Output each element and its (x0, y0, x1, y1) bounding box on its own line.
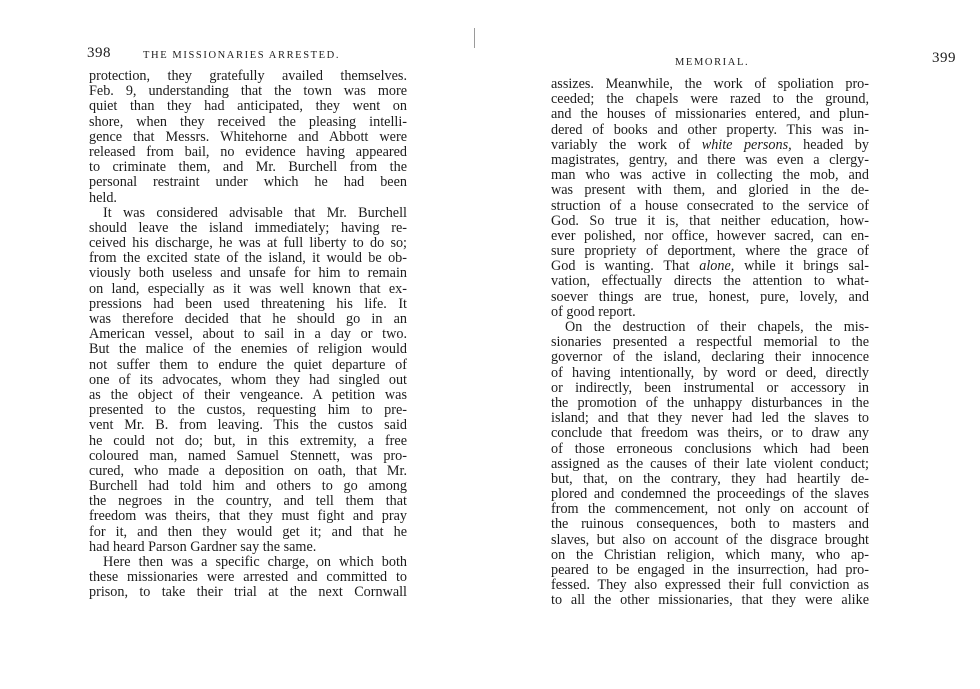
text-line: vation, effectually directs the attention to what- (551, 273, 869, 290)
text-line: sionaries presented a respectful memorial to the (551, 334, 869, 351)
text-line: the ruinous consequences, both to masters and (551, 516, 869, 533)
text-line: soever things are true, honest, pure, lovely, and (551, 288, 869, 305)
text-line: held. (89, 189, 117, 206)
text-segment: while it brings sal- (734, 258, 869, 275)
text-line: fessed. They also expressed their full conviction as (551, 577, 869, 594)
text-line: island; and that they never had led the slaves to (551, 410, 869, 427)
text-line: presented to the custos, requesting him to pre- (89, 402, 407, 419)
text-line: Here then was a specific charge, on which both (103, 554, 407, 570)
text-line: God. So true it is, that neither education, how- (551, 212, 869, 229)
text-line: Burchell had told him and others to go among (89, 478, 407, 495)
text-segment: God is wanting. That (551, 258, 700, 275)
left-page-body (89, 69, 407, 601)
text-line: man who was active in collecting the mob, and (551, 167, 869, 184)
left-running-title: THE MISSIONARIES ARRESTED. (143, 50, 341, 61)
left-page-number: 398 (87, 45, 111, 61)
text-line: shore, when they received the pleasing intelli- (89, 113, 407, 130)
text-line: had heard Parson Gardner say the same. (89, 538, 317, 555)
text-line: Feb. 9, understanding that the town was more (89, 83, 407, 100)
text-line: governor of the island, declaring their innocence (551, 349, 869, 366)
text-line: coloured man, named Samuel Stennett, was pro- (89, 447, 407, 464)
text-line: personal restraint under which he had been (89, 174, 407, 191)
text-line: from the excited state of the island, it would be ob- (89, 250, 407, 267)
text-line: prison, to take their trial at the next Cornwall (89, 584, 407, 601)
text-line (551, 259, 869, 274)
text-line: these missionaries were arrested and committed to (89, 569, 407, 586)
text-line: not suffer them to endure the quiet departure of (89, 356, 407, 373)
right-page-number: 399 (932, 50, 956, 66)
text-line: gence that Messrs. Whitehorne and Abbott were (89, 128, 407, 145)
text-line (551, 138, 869, 153)
text-line: should leave the island immediately; having re- (89, 219, 407, 236)
text-line: to criminate them, and Mr. Burchell from the (89, 159, 407, 176)
text-line: the negroes in the country, and tell them that (89, 493, 407, 510)
text-line: the promotion of the unhappy disturbances in the (551, 394, 869, 411)
gutter-mark (474, 28, 475, 48)
text-line: plored and condemned the proceedings of the slaves (551, 486, 869, 503)
text-line: to all the other missionaries, that they were alike (551, 592, 869, 609)
text-line: assigned as the causes of their late violent conduct; (551, 455, 869, 472)
text-line: but, that, on the contrary, they had heartily de- (551, 470, 869, 487)
text-line: on the Christian religion, which many, who ap- (551, 546, 869, 563)
text-line: American vessel, about to sail in a day or two. (89, 326, 407, 343)
text-line: vent Mr. B. from leaving. This the custos said (89, 417, 407, 434)
text-line: protection, they gratefully availed themselves. (89, 68, 407, 84)
text-line: ceived his discharge, he was at full liberty to do so; (89, 235, 407, 252)
text-line: ceeded; the chapels were razed to the ground, (551, 91, 869, 108)
text-line: But the malice of the enemies of religion would (89, 341, 407, 358)
text-line: sure propriety of deportment, where the grace of (551, 243, 869, 260)
text-line: struction of a house consecrated to the service of (551, 197, 869, 214)
text-line: assizes. Meanwhile, the work of spoliation pro- (551, 76, 869, 92)
text-line: or indirectly, been instrumental or accessory in (551, 379, 869, 396)
text-line: pressions had been used threatening his life. It (89, 295, 407, 312)
right-page (490, 0, 980, 689)
text-line: as the object of their vengeance. A petition was (89, 386, 407, 403)
text-line: he could not do; but, in this extremity, a free (89, 432, 407, 449)
text-line: freedom was theirs, that they must fight and pray (89, 508, 407, 525)
text-line: On the destruction of their chapels, the mis- (565, 319, 869, 335)
text-line: It was considered advisable that Mr. Burchell (103, 204, 407, 221)
text-line: for it, and then they would get it; and that he (89, 523, 407, 540)
text-segment: headed by (791, 136, 869, 153)
text-line: on land, especially as it was well known that ex- (89, 280, 407, 297)
text-line: cured, who made a deposition on oath, that Mr. (89, 462, 407, 479)
italic-emphasis: white persons, (701, 136, 792, 153)
text-line: one of its advocates, whom they had singled out (89, 371, 407, 388)
text-line: released from bail, no evidence having appeared (89, 143, 407, 160)
text-line: conclude that freedom was theirs, or to draw any (551, 425, 869, 442)
text-line: was present with them, and gloried in the de- (551, 182, 869, 199)
text-line: ever polished, nor office, however sacred, can en- (551, 227, 869, 244)
text-line: slaves, but also on account of the disgrace brought (551, 531, 869, 548)
text-segment: variably the work of (551, 136, 702, 153)
text-line: viously both useless and unsafe for him to remain (89, 265, 407, 282)
text-line: of those erroneous conclusions which had been (551, 440, 869, 457)
text-line: dered of books and other property. This was in- (551, 121, 869, 138)
right-running-title: MEMORIAL. (675, 57, 750, 68)
text-line: magistrates, gentry, and there was even a clergy- (551, 151, 869, 168)
text-line: quiet than they had anticipated, they went on (89, 98, 407, 115)
text-line: from the commencement, not only on account of (551, 501, 869, 518)
text-line: of good report. (551, 303, 636, 320)
text-line: peared to be engaged in the insurrection, had pro- (551, 562, 869, 578)
italic-emphasis: alone, (699, 258, 735, 275)
text-line: was therefore decided that he should go in an (89, 311, 407, 327)
text-line: and the houses of missionaries entered, and plun- (551, 106, 869, 123)
text-line: of having intentionally, by word or deed, directly (551, 364, 869, 381)
right-page-body (551, 77, 869, 609)
